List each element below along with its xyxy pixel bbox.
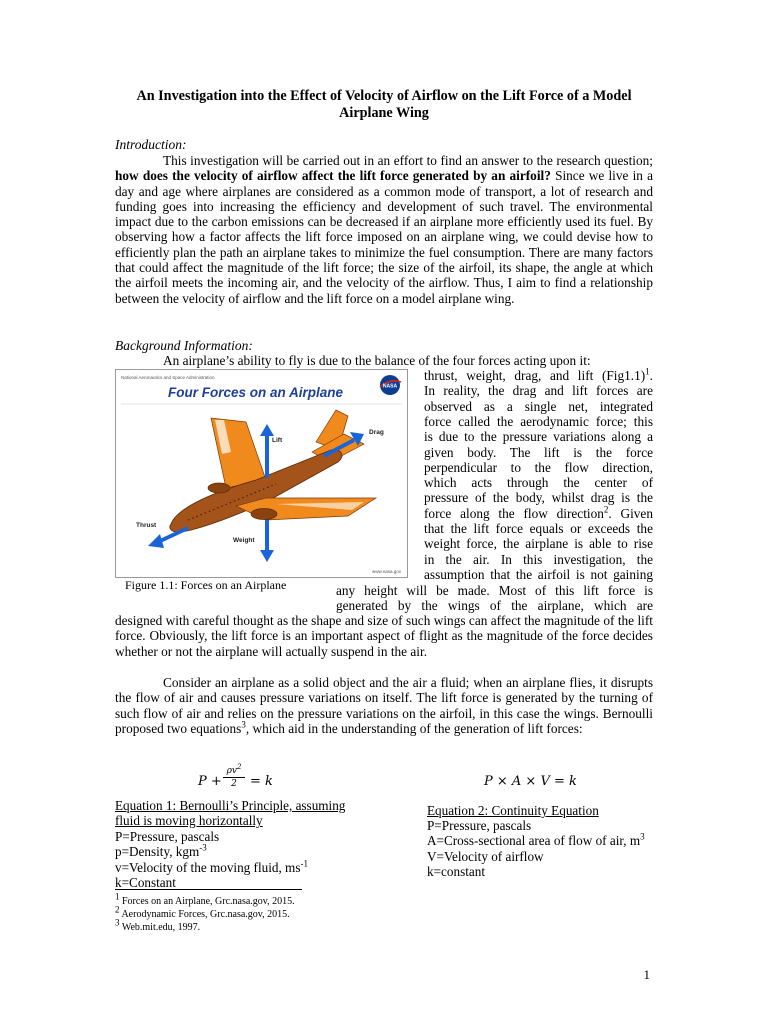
- eq1-rhs: = k: [250, 774, 273, 789]
- wrapped-line-text: is due to the pressure variations along a: [424, 429, 653, 445]
- thrust-label: Thrust: [136, 522, 157, 529]
- footnote-number: 1: [115, 891, 120, 902]
- definition-line: [115, 875, 308, 890]
- wrapped-line-text: force along the flow direction: [424, 505, 604, 521]
- wrapped-line: [424, 552, 653, 567]
- p2-after: , which aid in the understanding of the generation of lift forces:: [245, 720, 583, 736]
- figure-four-forces: [115, 369, 408, 578]
- definition-text: k=Constant: [115, 874, 176, 890]
- definition-line: [427, 818, 645, 833]
- definition-superscript: -1: [300, 858, 308, 869]
- wrapped-line-tail: . Given: [608, 505, 653, 521]
- drag-label: Drag: [369, 429, 384, 436]
- figure-url: www.nasa.gov: [372, 569, 402, 574]
- wrapped-line: [424, 414, 653, 429]
- weight-label: Weight: [233, 537, 255, 544]
- wrapped-line-tail: .: [649, 368, 653, 383]
- footnote: [115, 891, 295, 908]
- lift-label: Lift: [272, 437, 283, 444]
- wrapped-line: [424, 567, 653, 582]
- eq2-definitions: [427, 818, 645, 879]
- continuity-formula: P × A × V = k: [484, 774, 577, 789]
- wrapped-line-text: which acts through the center of: [424, 475, 653, 491]
- wrapped-line-text: assumption that the airfoil is not gaining: [424, 566, 653, 582]
- background-first-line: An airplane’s ability to fly is due to the balance of the four forces acting upon it:: [163, 353, 591, 368]
- footnote-number: 3: [115, 917, 120, 928]
- definition-text: k=constant: [427, 863, 485, 879]
- wrapped-line: [424, 475, 653, 490]
- wrapped-line: [424, 368, 653, 383]
- airplane-illustration: [170, 410, 376, 532]
- wrapped-line: [424, 490, 653, 505]
- footnote-ref: 2: [603, 504, 609, 515]
- wrapped-line-text: perpendicular to the flow direction,: [424, 459, 653, 475]
- definition-text: P=Pressure, pascals: [427, 818, 532, 833]
- wrapped-line-text: in the air. In this investigation, the: [424, 551, 653, 567]
- definition-superscript: 3: [640, 831, 645, 842]
- background-heading: Background Information:: [115, 338, 253, 353]
- wrapped-line-text: force called the aerodynamic force; this: [424, 413, 653, 429]
- definition-text: p=Density, kgm: [115, 844, 200, 860]
- p2-before: Consider an airplane as a solid object and the air a fluid; when an airplane flies, it disrupts the flow of air and causes pressure variations on itself. The lift force is generated by the turning of such flow of air and relies on the pressure variations on the airfoil, in this case the wings. Bernoulli proposed two equations: [115, 675, 653, 736]
- wrapped-line-text: that the lift force equals or exceeds the: [424, 521, 653, 536]
- p2-footnote-ref: 3: [241, 719, 246, 730]
- page-number: 1: [643, 967, 650, 982]
- definition-line: [115, 829, 308, 844]
- wrapped-line: [424, 506, 653, 521]
- eq1-p: P +: [198, 774, 222, 789]
- nasa-logo: [380, 375, 401, 395]
- figure-caption: Figure 1.1: Forces on an Airplane: [125, 578, 287, 592]
- definition-text: V=Velocity of airflow: [427, 848, 544, 864]
- footnote: [115, 917, 295, 934]
- paper-title: An Investigation into the Effect of Velocity of Airflow on the Lift Force of a Model Airplane Wing: [136, 88, 632, 121]
- footnote-text: Web.mit.edu, 1997.: [119, 922, 201, 933]
- engine-near: [251, 509, 277, 520]
- engine-far: [208, 483, 230, 493]
- intro-heading: Introduction:: [115, 137, 187, 152]
- wrapped-line-text: given body. The lift is the force: [424, 444, 653, 460]
- background-rest: designed with careful thought as the shape and size of such wings can affect the magnitude of the lift force. Obviously, the lift force is an important aspect of flight as the magnitude of the force decides whether or not the airplane will actually suspend in the air.: [115, 613, 653, 659]
- nasa-logo-text: NASA: [382, 383, 398, 390]
- definition-line: [115, 844, 308, 859]
- wrapped-line: [424, 429, 653, 444]
- line-after-caption: any height will be made. Most of this lift force is: [336, 583, 653, 598]
- footnote-text: Forces on an Airplane, Grc.nasa.gov, 2015.: [119, 896, 295, 907]
- wrapped-line-text: In reality, the drag and lift forces are: [424, 383, 653, 399]
- wrapped-line-text: observed as a single net, integrated: [424, 398, 653, 414]
- background-paragraph-2: [115, 675, 653, 736]
- intro-lead: This investigation will be carried out in an effort to find an answer to the research question;: [163, 153, 653, 168]
- definition-line: [427, 833, 645, 848]
- definition-text: P=Pressure, pascals: [115, 829, 220, 844]
- wrapped-line: [424, 536, 653, 551]
- wrapped-line: [424, 445, 653, 460]
- footnote-ref: 1: [645, 366, 650, 377]
- footnote-text: Aerodynamic Forces, Grc.nasa.gov, 2015.: [119, 909, 290, 920]
- wrapped-line-text: pressure of the body, whilst drag is the: [424, 490, 653, 506]
- eq1-definitions: [115, 829, 308, 890]
- footnote: [115, 904, 295, 921]
- definition-text: v=Velocity of the moving fluid, ms: [115, 859, 301, 875]
- four-forces-diagram: [116, 370, 407, 577]
- intro-body: Since we live in a day and age where airplanes are considered as a common mode of transport, a lot of research and funding goes into increasing the efficiency and development of such travel. The environmental impact due to the carbon emissions can be decreased if an airplane more efficiently used its fuel. By observing how a factor affects the lift force imposed on an airplane wing, we could devise how to efficiently plan the path an airplane takes to minimize the fuel consumption. There are many factors that could affect the magnitude of the lift force; the size of the airfoil, its shape, the angle at which the airfoil meets the incoming air, and the velocity of the airflow. Thus, I aim to find a relationship between the velocity of airflow and the lift force on a model airplane wing.: [115, 168, 654, 306]
- eq2-title: Equation 2: Continuity Equation: [427, 803, 599, 818]
- wrapped-line: [424, 383, 653, 398]
- eq1-fraction: $\rho v^2$ 2: [223, 766, 245, 789]
- eq1-title: Equation 1: Bernoulli’s Principle, assuming fluid is moving horizontally: [115, 798, 346, 829]
- figure-heading: Four Forces on an Airplane: [168, 385, 344, 400]
- definition-line: [115, 860, 308, 875]
- intro-paragraph: [115, 153, 653, 306]
- definition-text: A=Cross-sectional area of flow of air, m: [427, 833, 641, 849]
- wrapped-line: [424, 460, 653, 475]
- footnote-number: 2: [115, 904, 120, 915]
- definition-superscript: -3: [199, 842, 207, 853]
- wrapped-line: [424, 399, 653, 414]
- footnotes: [115, 891, 295, 934]
- wrapped-line-text: thrust, weight, drag, and lift (Fig1.1): [424, 368, 646, 383]
- definition-line: [427, 864, 645, 879]
- research-question: how does the velocity of airflow affect the lift force generated by an airfoil?: [115, 168, 551, 184]
- line-next: generated by the wings of the airplane, which are: [336, 598, 653, 613]
- wrapped-line: [424, 521, 653, 536]
- figure-agency-text: National Aeronautics and Space Administration: [121, 375, 215, 380]
- footnote-divider: [115, 889, 302, 890]
- wrapped-line-text: weight force, the airplane is able to rise: [424, 536, 653, 552]
- definition-line: [427, 849, 645, 864]
